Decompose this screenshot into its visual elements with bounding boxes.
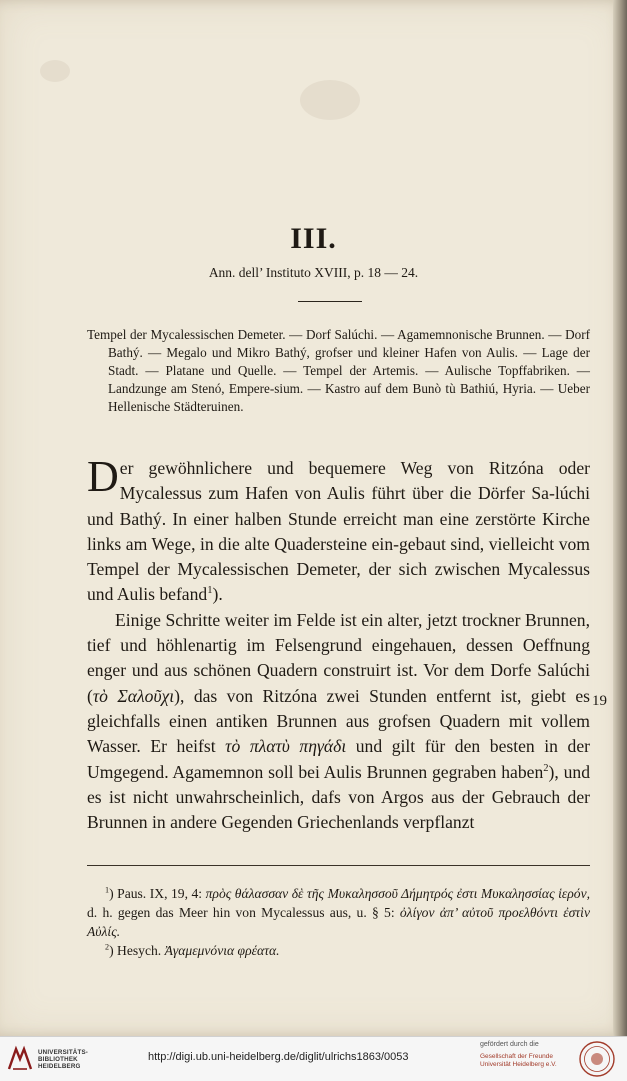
body-text [87,452,590,835]
footnotes [87,884,590,960]
footnote-1 [87,884,590,941]
greek-phrase: πρὸς θάλασσαν δὲ τῆς Μυκαλησσοῦ Δήμητρός ἐστι Μυκαλησσίας ἱερόν, [205,886,590,901]
footnote-ref[interactable]: 1 [207,585,213,597]
logo-line: UNIVERSITÄTS- [38,1049,89,1056]
library-logo-text [38,1049,88,1070]
greek-phrase: ὀλίγον ἀπ’ αὐτοῦ προελθόντι ἐστὶν Αὐλίς. [87,905,590,939]
summary-text: Tempel der Mycalessischen Demeter. — Dorf Salúchi. — Agamemnonische Brunnen. — Dorf Bathý. — Megalo und Mikro Bathý, grofser und kleiner Hafen von Aulis. — Lage der Stadt. — Platane und Quelle. — Tempel der Artemis. — Aulische Topffabriken. — Landzunge am Stenó, Empere-sium. — Kastro auf dem Bunò tù Bathiú, Hyria. — Ueber Hellenische Städteruinen. [87,327,590,414]
footnote-rule [87,865,590,866]
chapter-number: III. [290,222,337,255]
library-emblem-icon [6,1045,34,1073]
drop-cap: D [87,452,119,501]
university-seal-icon [578,1040,616,1078]
paragraph-1 [87,452,590,608]
footnote-text: ) Hesych. [109,943,165,958]
library-logo[interactable] [6,1044,89,1074]
footnote-text: ) Paus. IX, 19, 4: [109,886,206,901]
footnote-mark: 2 [105,942,110,952]
greek-phrase: τὸ πλατὺ πηγάδι [225,736,347,757]
sponsor-line: Universität Heidelberg e.V. [480,1061,557,1068]
paragraph-1-end: ). [212,584,223,605]
paper-stain [40,60,70,82]
paragraph-2 [87,608,590,836]
paragraph-1-text: er gewöhnlichere und bequemere Weg von Ritzóna oder Mycalessus zum Hafen von Aulis führt über die Dörfer Sa-lúchi und Bathý. In einer halben Stunde erreicht man eine zerstörte Kirche links am Wege, in die alte Quadersteine ein-gebaut sind, vielleicht vom Tempel der Mycalessischen Demeter, der sich zwischen Mycalessus und Aulis befand [87,458,590,605]
paragraph-2-part3: und gilt für den besten in der Umgegend. Agamemnon soll bei Aulis Brunnen gegraben haben [87,736,590,782]
chapter-summary [87,326,590,416]
sponsor-name[interactable] [480,1053,557,1069]
footnote-2 [87,941,590,960]
footnote-text: d. h. gegen das Meer hin von Mycalessus aus, u. § 5: [87,905,400,920]
logo-line: HEIDELBERG [38,1063,81,1070]
greek-phrase: τὸ Σαλοῦχι [92,685,175,706]
sponsor-label: gefördert durch die [480,1041,539,1048]
paragraph-2-part4: ), und es ist nicht unwahrscheinlich, dafs von Argos aus der Gebrauch der Brunnen in andere Gegenden Griechenlands verpflanzt [87,761,590,833]
sponsor-line: Gesellschaft der Freunde [480,1053,553,1060]
page-gutter-edge [613,0,627,1036]
chapter-source: Ann. dell’ Instituto XVIII, p. 18 — 24. [208,265,419,280]
paper-stain [300,80,360,120]
paragraph-2-part1: Einige Schritte weiter im Felde ist ein alter, jetzt trockner Brunnen, tief und höhlenartig im Felsengrund eingehauen, dessen Oeffnung enger und aus schönen Quadern construirt ist. Vor dem Dorfe Salúchi ( [87,609,590,706]
permalink-url[interactable]: http://digi.ub.uni-heidelberg.de/diglit/ulrichs1863/0053 [148,1051,409,1063]
section-rule [298,301,362,302]
viewer-footer [0,1036,627,1081]
paragraph-2-part2: ), das von Ritzóna zwei Stunden entfernt ist, giebt es gleichfalls einen antiken Brunnen aus grofsen Quadern mit vollem Wasser. Er heifst [87,685,590,757]
footnote-ref[interactable]: 2 [543,762,549,774]
greek-phrase: Ἀγαμεμνόνια φρέατα. [164,943,280,958]
footnote-mark: 1 [105,885,110,895]
margin-page-number: 19 [592,693,607,709]
logo-line: BIBLIOTHEK [38,1056,78,1063]
